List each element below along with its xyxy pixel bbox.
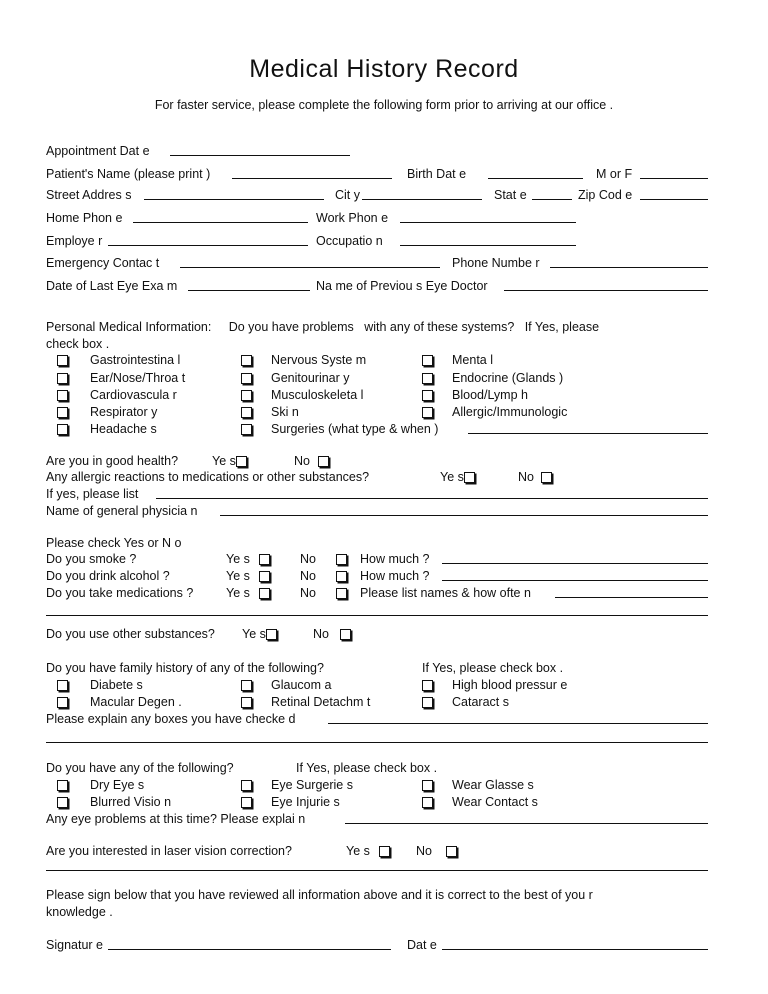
drink-yes-checkbox[interactable] (259, 571, 270, 582)
allergic-immunologic-checkbox[interactable] (422, 407, 433, 418)
allergy-list-label: If yes, please list (46, 487, 139, 501)
city-label: Cit y (335, 188, 360, 202)
laser-yes-label: Ye s (346, 844, 370, 858)
medications-yes-label: Ye s (226, 586, 250, 600)
dry-eyes-checkbox[interactable] (57, 780, 68, 791)
smoke-no-label: No (300, 552, 316, 566)
allergic-yes-label: Ye s (440, 470, 464, 484)
allergic-yes-checkbox[interactable] (464, 472, 475, 483)
diabetes-label: Diabete s (90, 678, 143, 692)
eye-problems-label: Any eye problems at this time? Please explai n (46, 812, 306, 826)
mental-checkbox[interactable] (422, 355, 433, 366)
last-eye-exam-label: Date of Last Eye Exa m (46, 279, 178, 293)
gastrointestinal-checkbox[interactable] (57, 355, 68, 366)
form-title: Medical History Record (249, 55, 519, 83)
drink-yes-label: Ye s (226, 569, 250, 583)
street-address-field[interactable] (144, 199, 324, 200)
ent-checkbox[interactable] (57, 373, 68, 384)
street-address-label: Street Addres s (46, 188, 132, 202)
family-history-question: Do you have family history of any of the following? (46, 661, 324, 675)
home-phone-label: Home Phon e (46, 211, 123, 225)
smoke-question: Do you smoke ? (46, 552, 137, 566)
headaches-checkbox[interactable] (57, 424, 68, 435)
zip-field[interactable] (640, 199, 708, 200)
cardiovascular-label: Cardiovascula r (90, 388, 177, 402)
surgeries-checkbox[interactable] (241, 424, 252, 435)
family-history-instruction: If Yes, please check box . (422, 661, 564, 675)
previous-eye-doctor-field[interactable] (504, 290, 708, 291)
medications-extra-line[interactable] (46, 615, 708, 616)
medications-list-label: Please list names & how ofte n (360, 586, 531, 600)
signature-statement: Please sign below that you have reviewed all information above and it is correct to the best of you r (46, 888, 593, 902)
good-health-no-checkbox[interactable] (318, 456, 329, 467)
surgeries-label: Surgeries (what type & when ) (271, 422, 439, 436)
wear-glasses-checkbox[interactable] (422, 780, 433, 791)
other-substances-yes-checkbox[interactable] (266, 629, 277, 640)
appointment-date-label: Appointment Dat e (46, 144, 150, 158)
work-phone-label: Work Phon e (316, 211, 389, 225)
signature-date-field[interactable] (442, 949, 708, 950)
endocrine-label: Endocrine (Glands ) (452, 371, 564, 385)
medications-yes-checkbox[interactable] (259, 588, 270, 599)
patient-name-field[interactable] (232, 178, 392, 179)
macular-degeneration-label: Macular Degen . (90, 695, 182, 709)
last-eye-exam-field[interactable] (188, 290, 310, 291)
smoke-how-much-field[interactable] (442, 563, 708, 564)
good-health-question: Are you in good health? (46, 454, 179, 468)
drink-how-much-label: How much ? (360, 569, 430, 583)
smoke-no-checkbox[interactable] (336, 554, 347, 565)
respiratory-label: Respirator y (90, 405, 158, 419)
wear-contacts-checkbox[interactable] (422, 797, 433, 808)
gastrointestinal-label: Gastrointestina l (90, 353, 181, 367)
dry-eyes-label: Dry Eye s (90, 778, 145, 792)
laser-no-label: No (416, 844, 432, 858)
allergic-no-label: No (518, 470, 534, 484)
glaucoma-checkbox[interactable] (241, 680, 252, 691)
occupation-field[interactable] (400, 245, 576, 246)
drink-question: Do you drink alcohol ? (46, 569, 170, 583)
surgeries-field[interactable] (468, 433, 708, 434)
eye-conditions-question: Do you have any of the following? (46, 761, 234, 775)
employer-field[interactable] (108, 245, 308, 246)
eye-surgeries-label: Eye Surgerie s (271, 778, 353, 792)
laser-correction-question: Are you interested in laser vision correction? (46, 844, 292, 858)
medications-no-checkbox[interactable] (336, 588, 347, 599)
mental-label: Menta l (452, 353, 493, 367)
laser-no-checkbox[interactable] (446, 846, 457, 857)
general-physician-label: Name of general physicia n (46, 504, 198, 518)
retinal-detachment-label: Retinal Detachm t (271, 695, 371, 709)
good-health-no-label: No (294, 454, 310, 468)
diabetes-checkbox[interactable] (57, 680, 68, 691)
sex-field[interactable] (640, 178, 708, 179)
other-substances-question: Do you use other substances? (46, 627, 215, 641)
eye-problems-field[interactable] (345, 823, 708, 824)
eye-conditions-instruction: If Yes, please check box . (296, 761, 438, 775)
cataracts-checkbox[interactable] (422, 697, 433, 708)
family-explain-label: Please explain any boxes you have checke d (46, 712, 296, 726)
blood-lymph-label: Blood/Lymp h (452, 388, 528, 402)
zip-label: Zip Cod e (578, 188, 633, 202)
work-phone-field[interactable] (400, 222, 576, 223)
phone-number-field[interactable] (550, 267, 708, 268)
medications-no-label: No (300, 586, 316, 600)
smoke-how-much-label: How much ? (360, 552, 430, 566)
appointment-date-field[interactable] (170, 155, 350, 156)
previous-eye-doctor-label: Na me of Previou s Eye Doctor (316, 279, 488, 293)
skin-checkbox[interactable] (241, 407, 252, 418)
cataracts-label: Cataract s (452, 695, 509, 709)
smoke-yes-label: Ye s (226, 552, 250, 566)
drink-no-checkbox[interactable] (336, 571, 347, 582)
other-substances-no-label: No (313, 627, 329, 641)
medical-info-intro-2: check box . (46, 337, 110, 351)
eye-injuries-checkbox[interactable] (241, 797, 252, 808)
birth-date-field[interactable] (488, 178, 583, 179)
home-phone-field[interactable] (133, 222, 308, 223)
state-field[interactable] (532, 199, 572, 200)
skin-label: Ski n (271, 405, 299, 419)
respiratory-checkbox[interactable] (57, 407, 68, 418)
family-explain-field[interactable] (328, 723, 708, 724)
headaches-label: Headache s (90, 422, 157, 436)
emergency-contact-label: Emergency Contac t (46, 256, 160, 270)
patient-name-label: Patient's Name (please print ) (46, 167, 211, 181)
signature-label: Signatur e (46, 938, 103, 952)
nervous-system-checkbox[interactable] (241, 355, 252, 366)
signature-field[interactable] (108, 949, 391, 950)
genitourinary-checkbox[interactable] (241, 373, 252, 384)
other-substances-no-checkbox[interactable] (340, 629, 351, 640)
retinal-detachment-checkbox[interactable] (241, 697, 252, 708)
sex-label: M or F (596, 167, 633, 181)
state-label: Stat e (494, 188, 527, 202)
signature-date-label: Dat e (407, 938, 437, 952)
other-substances-yes-label: Ye s (242, 627, 266, 641)
signature-statement-2: knowledge . (46, 905, 113, 919)
allergic-immunologic-label: Allergic/Immunologic (452, 405, 568, 419)
endocrine-checkbox[interactable] (422, 373, 433, 384)
wear-glasses-label: Wear Glasse s (452, 778, 534, 792)
high-blood-pressure-label: High blood pressur e (452, 678, 568, 692)
laser-yes-checkbox[interactable] (379, 846, 390, 857)
genitourinary-label: Genitourinar y (271, 371, 350, 385)
blurred-vision-label: Blurred Visio n (90, 795, 172, 809)
medications-question: Do you take medications ? (46, 586, 194, 600)
eye-surgeries-checkbox[interactable] (241, 780, 252, 791)
drink-how-much-field[interactable] (442, 580, 708, 581)
macular-degeneration-checkbox[interactable] (57, 697, 68, 708)
medical-info-intro: Personal Medical Information: Do you have problems with any of these systems? If Yes, please (46, 320, 600, 334)
occupation-label: Occupatio n (316, 234, 383, 248)
form-subtitle: For faster service, please complete the following form prior to arriving at our office . (154, 98, 614, 112)
phone-number-label: Phone Numbe r (452, 256, 540, 270)
musculoskeletal-checkbox[interactable] (241, 390, 252, 401)
drink-no-label: No (300, 569, 316, 583)
good-health-yes-label: Ye s (212, 454, 236, 468)
good-health-yes-checkbox[interactable] (236, 456, 247, 467)
smoke-yes-checkbox[interactable] (259, 554, 270, 565)
musculoskeletal-label: Musculoskeleta l (271, 388, 364, 402)
section-divider (46, 870, 708, 871)
allergy-list-field[interactable] (156, 498, 708, 499)
birth-date-label: Birth Dat e (407, 167, 467, 181)
family-explain-extra-line[interactable] (46, 742, 708, 743)
employer-label: Employe r (46, 234, 103, 248)
glaucoma-label: Glaucom a (271, 678, 332, 692)
habits-heading: Please check Yes or N o (46, 536, 182, 550)
allergic-no-checkbox[interactable] (541, 472, 552, 483)
ent-label: Ear/Nose/Throa t (90, 371, 186, 385)
blurred-vision-checkbox[interactable] (57, 797, 68, 808)
wear-contacts-label: Wear Contact s (452, 795, 538, 809)
allergic-reactions-question: Any allergic reactions to medications or other substances? (46, 470, 370, 484)
city-field[interactable] (362, 199, 482, 200)
medications-list-field[interactable] (555, 597, 708, 598)
emergency-contact-field[interactable] (180, 267, 440, 268)
blood-lymph-checkbox[interactable] (422, 390, 433, 401)
general-physician-field[interactable] (220, 515, 708, 516)
high-blood-pressure-checkbox[interactable] (422, 680, 433, 691)
cardiovascular-checkbox[interactable] (57, 390, 68, 401)
eye-injuries-label: Eye Injurie s (271, 795, 340, 809)
nervous-system-label: Nervous Syste m (271, 353, 367, 367)
